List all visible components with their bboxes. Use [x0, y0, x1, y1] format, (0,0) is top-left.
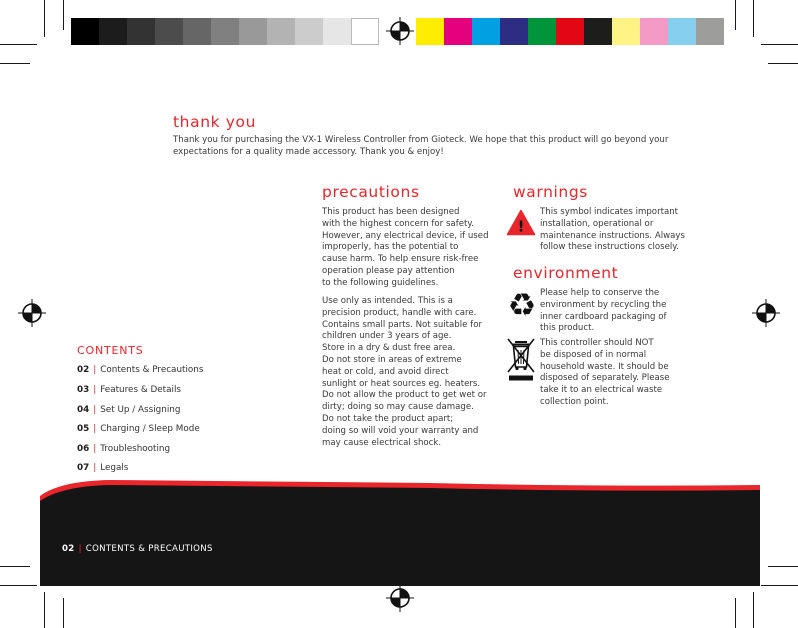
- toc-item-number: 02: [77, 365, 90, 375]
- text-line: operation please pay attention: [322, 265, 455, 276]
- text-line: with the highest concern for safety.: [322, 218, 474, 229]
- warnings-title: warnings: [513, 183, 588, 201]
- text-line: inner cardboard packaging of: [540, 311, 667, 322]
- recycle-icon: ♻: [507, 286, 537, 324]
- footer-page-label: [62, 544, 213, 554]
- precautions-title: precautions: [322, 183, 420, 201]
- text-line: cause harm. To help ensure risk-free: [322, 254, 479, 265]
- text-line: to the following guidelines.: [322, 277, 439, 288]
- text-line: installation, operational or: [540, 218, 654, 229]
- toc-item-label: Legals: [100, 463, 129, 473]
- text-line: sunlight or heat sources eg. heaters.: [322, 378, 481, 389]
- warning-glyph: !: [517, 217, 525, 236]
- toc-separator: |: [93, 365, 97, 375]
- text-line: Use only as intended. This is a: [322, 296, 453, 306]
- text-line: Do not allow the product to get wet or: [322, 390, 487, 401]
- text-line: This product has been designed: [322, 207, 460, 217]
- text-line: dirty; doing so may cause damage.: [322, 402, 474, 413]
- toc-item-number: 07: [77, 463, 90, 473]
- toc-item-number: 06: [77, 444, 90, 454]
- text-line: Do not take the product apart;: [322, 413, 454, 424]
- toc-item-label: Troubleshooting: [100, 444, 171, 454]
- text-line: this product.: [540, 323, 595, 334]
- environment-title: environment: [513, 264, 619, 282]
- thank-you-text-line-2: expectations for a quality made accessory. Thank you & enjoy!: [173, 147, 444, 157]
- toc-item-number: 05: [77, 424, 90, 434]
- footer-page-number: 02: [62, 544, 75, 554]
- text-line: Please help to conserve the: [540, 288, 660, 298]
- text-line: take it to an electrical waste: [540, 385, 663, 396]
- thank-you-title: thank you: [173, 113, 257, 131]
- toc-separator: |: [93, 444, 97, 454]
- toc-item-number: 03: [77, 385, 90, 395]
- text-line: doing so will void your warranty and: [322, 425, 479, 436]
- text-line: However, any electrical device, if used: [322, 230, 489, 241]
- text-line: improperly, has the potential to: [322, 242, 459, 253]
- text-line: collection point.: [540, 396, 609, 407]
- toc-separator: |: [93, 463, 97, 473]
- toc-item-label: Contents & Precautions: [100, 365, 204, 375]
- text-line: follow these instructions closely.: [540, 242, 679, 253]
- toc-separator: |: [93, 405, 97, 415]
- toc-separator: |: [93, 385, 97, 395]
- thank-you-text-line-1: Thank you for purchasing the VX-1 Wireless Controller from Gioteck. We hope that this product will go beyond your: [173, 135, 669, 145]
- text-line: environment by recycling the: [540, 299, 667, 310]
- text-line: Store in a dry & dust free area.: [322, 343, 456, 354]
- text-line: be disposed of in normal: [540, 349, 647, 360]
- text-line: Contains small parts. Not suitable for: [322, 319, 482, 330]
- toc-item-label: Charging / Sleep Mode: [100, 424, 200, 434]
- text-line: household waste. It should be: [540, 361, 669, 372]
- text-line: heat or cold, and avoid direct: [322, 366, 449, 377]
- text-line: may cause electrical shock.: [322, 437, 442, 448]
- toc-separator: |: [93, 424, 97, 434]
- text-line: Do not store in areas of extreme: [322, 354, 462, 365]
- toc-item-label: Set Up / Assigning: [100, 405, 181, 415]
- text-line: This controller should NOT: [540, 338, 654, 348]
- footer-section-title: CONTENTS & PRECAUTIONS: [85, 544, 213, 554]
- text-line: This symbol indicates important: [540, 207, 679, 217]
- text-line: children under 3 years of age.: [322, 331, 452, 342]
- footer-separator: |: [78, 544, 82, 554]
- text-line: disposed of separately. Please: [540, 373, 670, 384]
- contents-title: CONTENTS: [77, 344, 144, 357]
- text-line: maintenance instructions. Always: [540, 230, 685, 241]
- toc-item-label: Features & Details: [100, 385, 181, 395]
- text-line: precision product, handle with care.: [322, 307, 477, 318]
- toc-item-number: 04: [77, 405, 90, 415]
